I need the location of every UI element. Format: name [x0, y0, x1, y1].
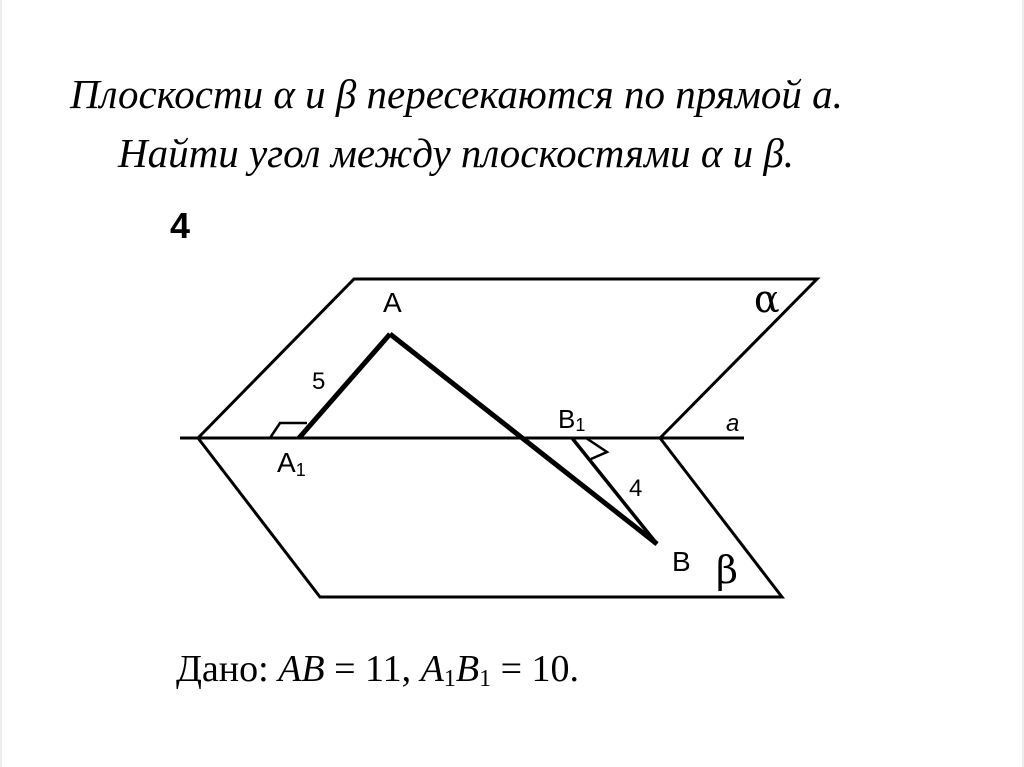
problem-statement-line-2: Найти угол между плоскостями α и β. — [118, 130, 795, 176]
a1b1-b: B — [455, 648, 480, 690]
segment-bb1 — [572, 438, 657, 544]
ab-name: AB — [278, 648, 325, 690]
label-plane-beta: β — [716, 548, 738, 592]
label-aa1-length: 5 — [312, 368, 326, 395]
problem-statement-line-1: Плоскости α и β пересекаются по прямой a. — [70, 71, 843, 117]
a1b1-sub2: 1 — [479, 666, 492, 692]
right-angle-mark-b1 — [586, 438, 607, 459]
label-bb1-length: 4 — [629, 475, 643, 502]
plane-alpha-outline — [198, 279, 817, 438]
label-plane-alpha: α — [754, 277, 780, 321]
label-point-a: A — [383, 287, 402, 318]
ab-value: = 11, — [334, 648, 412, 690]
problem-number: 4 — [170, 205, 191, 246]
given-word: Дано: — [176, 648, 269, 690]
given-data — [176, 650, 579, 691]
a1b1-sub1: 1 — [443, 666, 456, 692]
label-point-b1: B1 — [558, 404, 586, 435]
a1b1-a: A — [420, 648, 444, 690]
label-point-b: B — [672, 546, 691, 577]
a1b1-value: = 10. — [500, 648, 580, 690]
label-line-a: a — [726, 410, 740, 437]
label-point-a1: A1 — [277, 447, 306, 480]
